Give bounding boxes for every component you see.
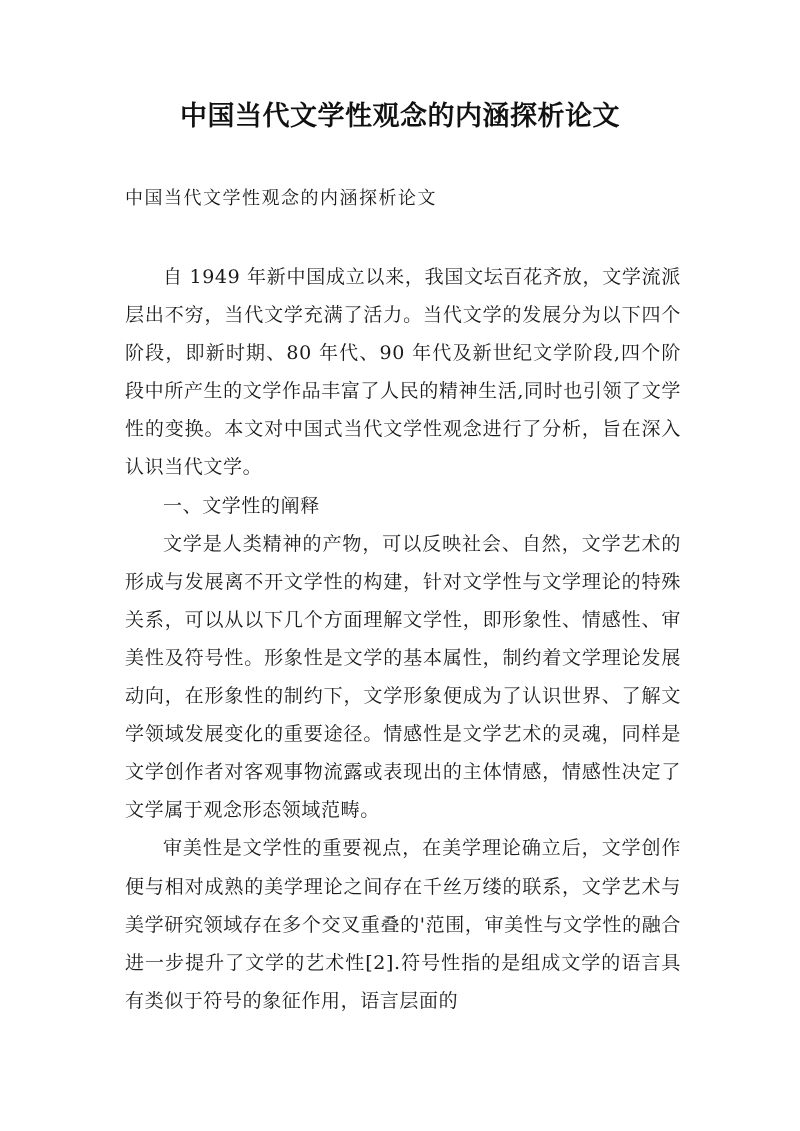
document-body: [125, 258, 681, 1020]
section-heading: 一、文学性的阐释: [163, 494, 320, 517]
document-title: 中国当代文学性观念的内涵探析论文: [180, 101, 620, 132]
paragraph-intro: 自 1949 年新中国成立以来，我国文坛百花齐放，文学流派层出不穷，当代文学充满了活力。当代文学的发展分为以下四个阶段，即新时期、80 年代、90 年代及新世纪文学阶段,四个阶段中所产生的文学作品丰富了人民的精神生活,同时也引领了文学性的变换。本文对中国式当代文学性观念进行了分析，旨在深入认识当代文学。: [125, 266, 681, 479]
paragraph-literariness: 文学是人类精神的产物，可以反映社会、自然，文学艺术的形成与发展离不开文学性的构建，针对文学性与文学理论的特殊关系，可以从以下几个方面理解文学性，即形象性、情感性、审美性及符号性。形象性是文学的基本属性，制约着文学理论发展动向，在形象性的制约下，文学形象便成为了认识世界、了解文学领域发展变化的重要途径。情感性是文学艺术的灵魂，同样是文学创作者对客观事物流露或表现出的主体情感，情感性决定了文学属于观念形态领域范畴。: [125, 532, 681, 822]
paragraph-aesthetics: 审美性是文学性的重要视点，在美学理论确立后，文学创作便与相对成熟的美学理论之间存在千丝万缕的联系，文学艺术与美学研究领域存在多个交叉重叠的'范围，审美性与文学性的融合进一步提升了文学的艺术性[2].符号性指的是组成文学的语言具有类似于符号的象征作用，语言层面的: [125, 837, 681, 1012]
document-subtitle: 中国当代文学性观念的内涵探析论文: [125, 188, 437, 209]
